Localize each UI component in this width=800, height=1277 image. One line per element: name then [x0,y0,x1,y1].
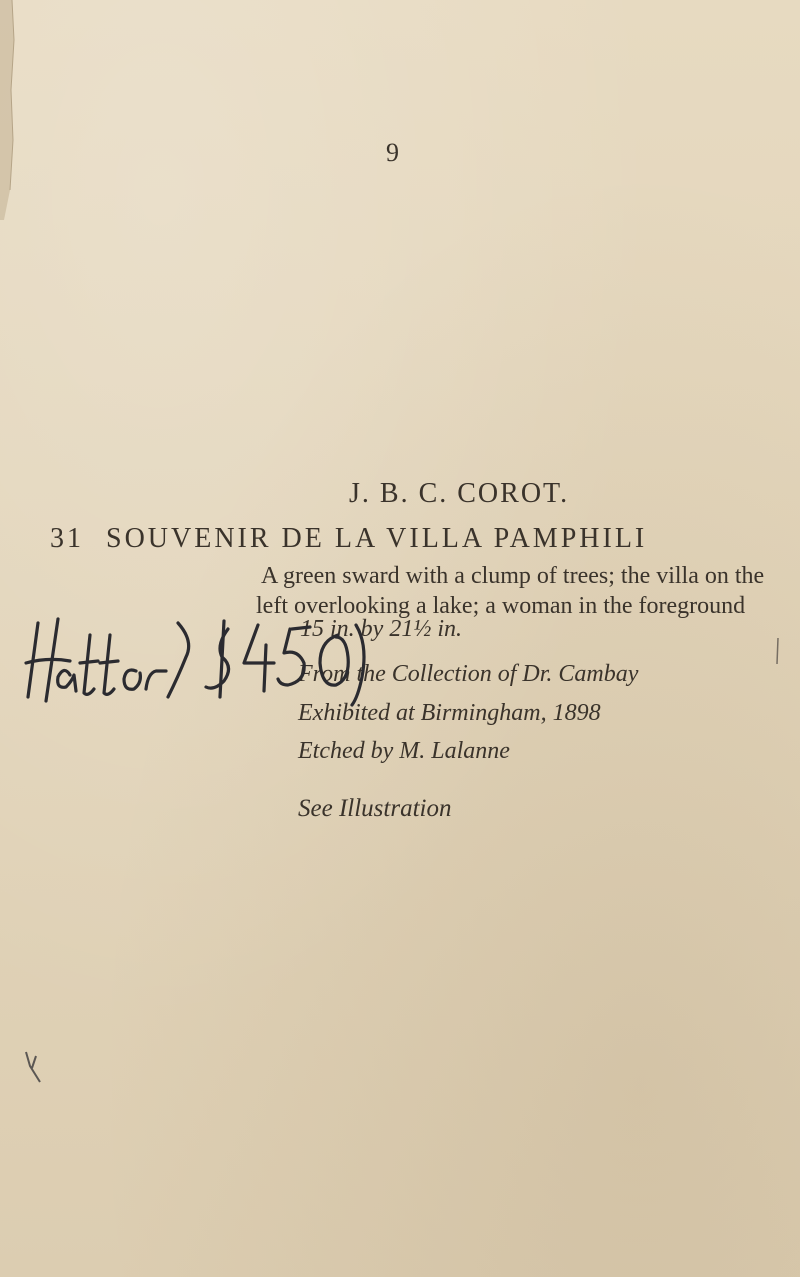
lot-etched: Etched by M. Lalanne [298,738,510,764]
lot-number: 31 [50,523,84,554]
description-line-1: A green sward with a clump of trees; the villa on the [261,563,765,589]
lot-dimensions: 15 in. by 21½ in. [300,616,462,642]
page-number: 9 [386,138,399,167]
lot-title: SOUVENIR DE LA VILLA PAMPHILI [106,523,648,554]
artist-name: J. B. C. COROT. [349,478,570,509]
torn-page-edge [0,0,28,220]
handwritten-price-annotation [18,605,368,715]
description-line-2: left overlooking a lake; a woman in the foreground [256,593,746,619]
ink-mark [22,1048,52,1088]
pencil-mark [772,636,786,666]
see-illustration-note: See Illustration [298,795,452,822]
lot-heading [50,523,647,555]
lot-provenance: From the Collection of Dr. Cambay [298,661,639,687]
lot-exhibited: Exhibited at Birmingham, 1898 [298,700,601,726]
